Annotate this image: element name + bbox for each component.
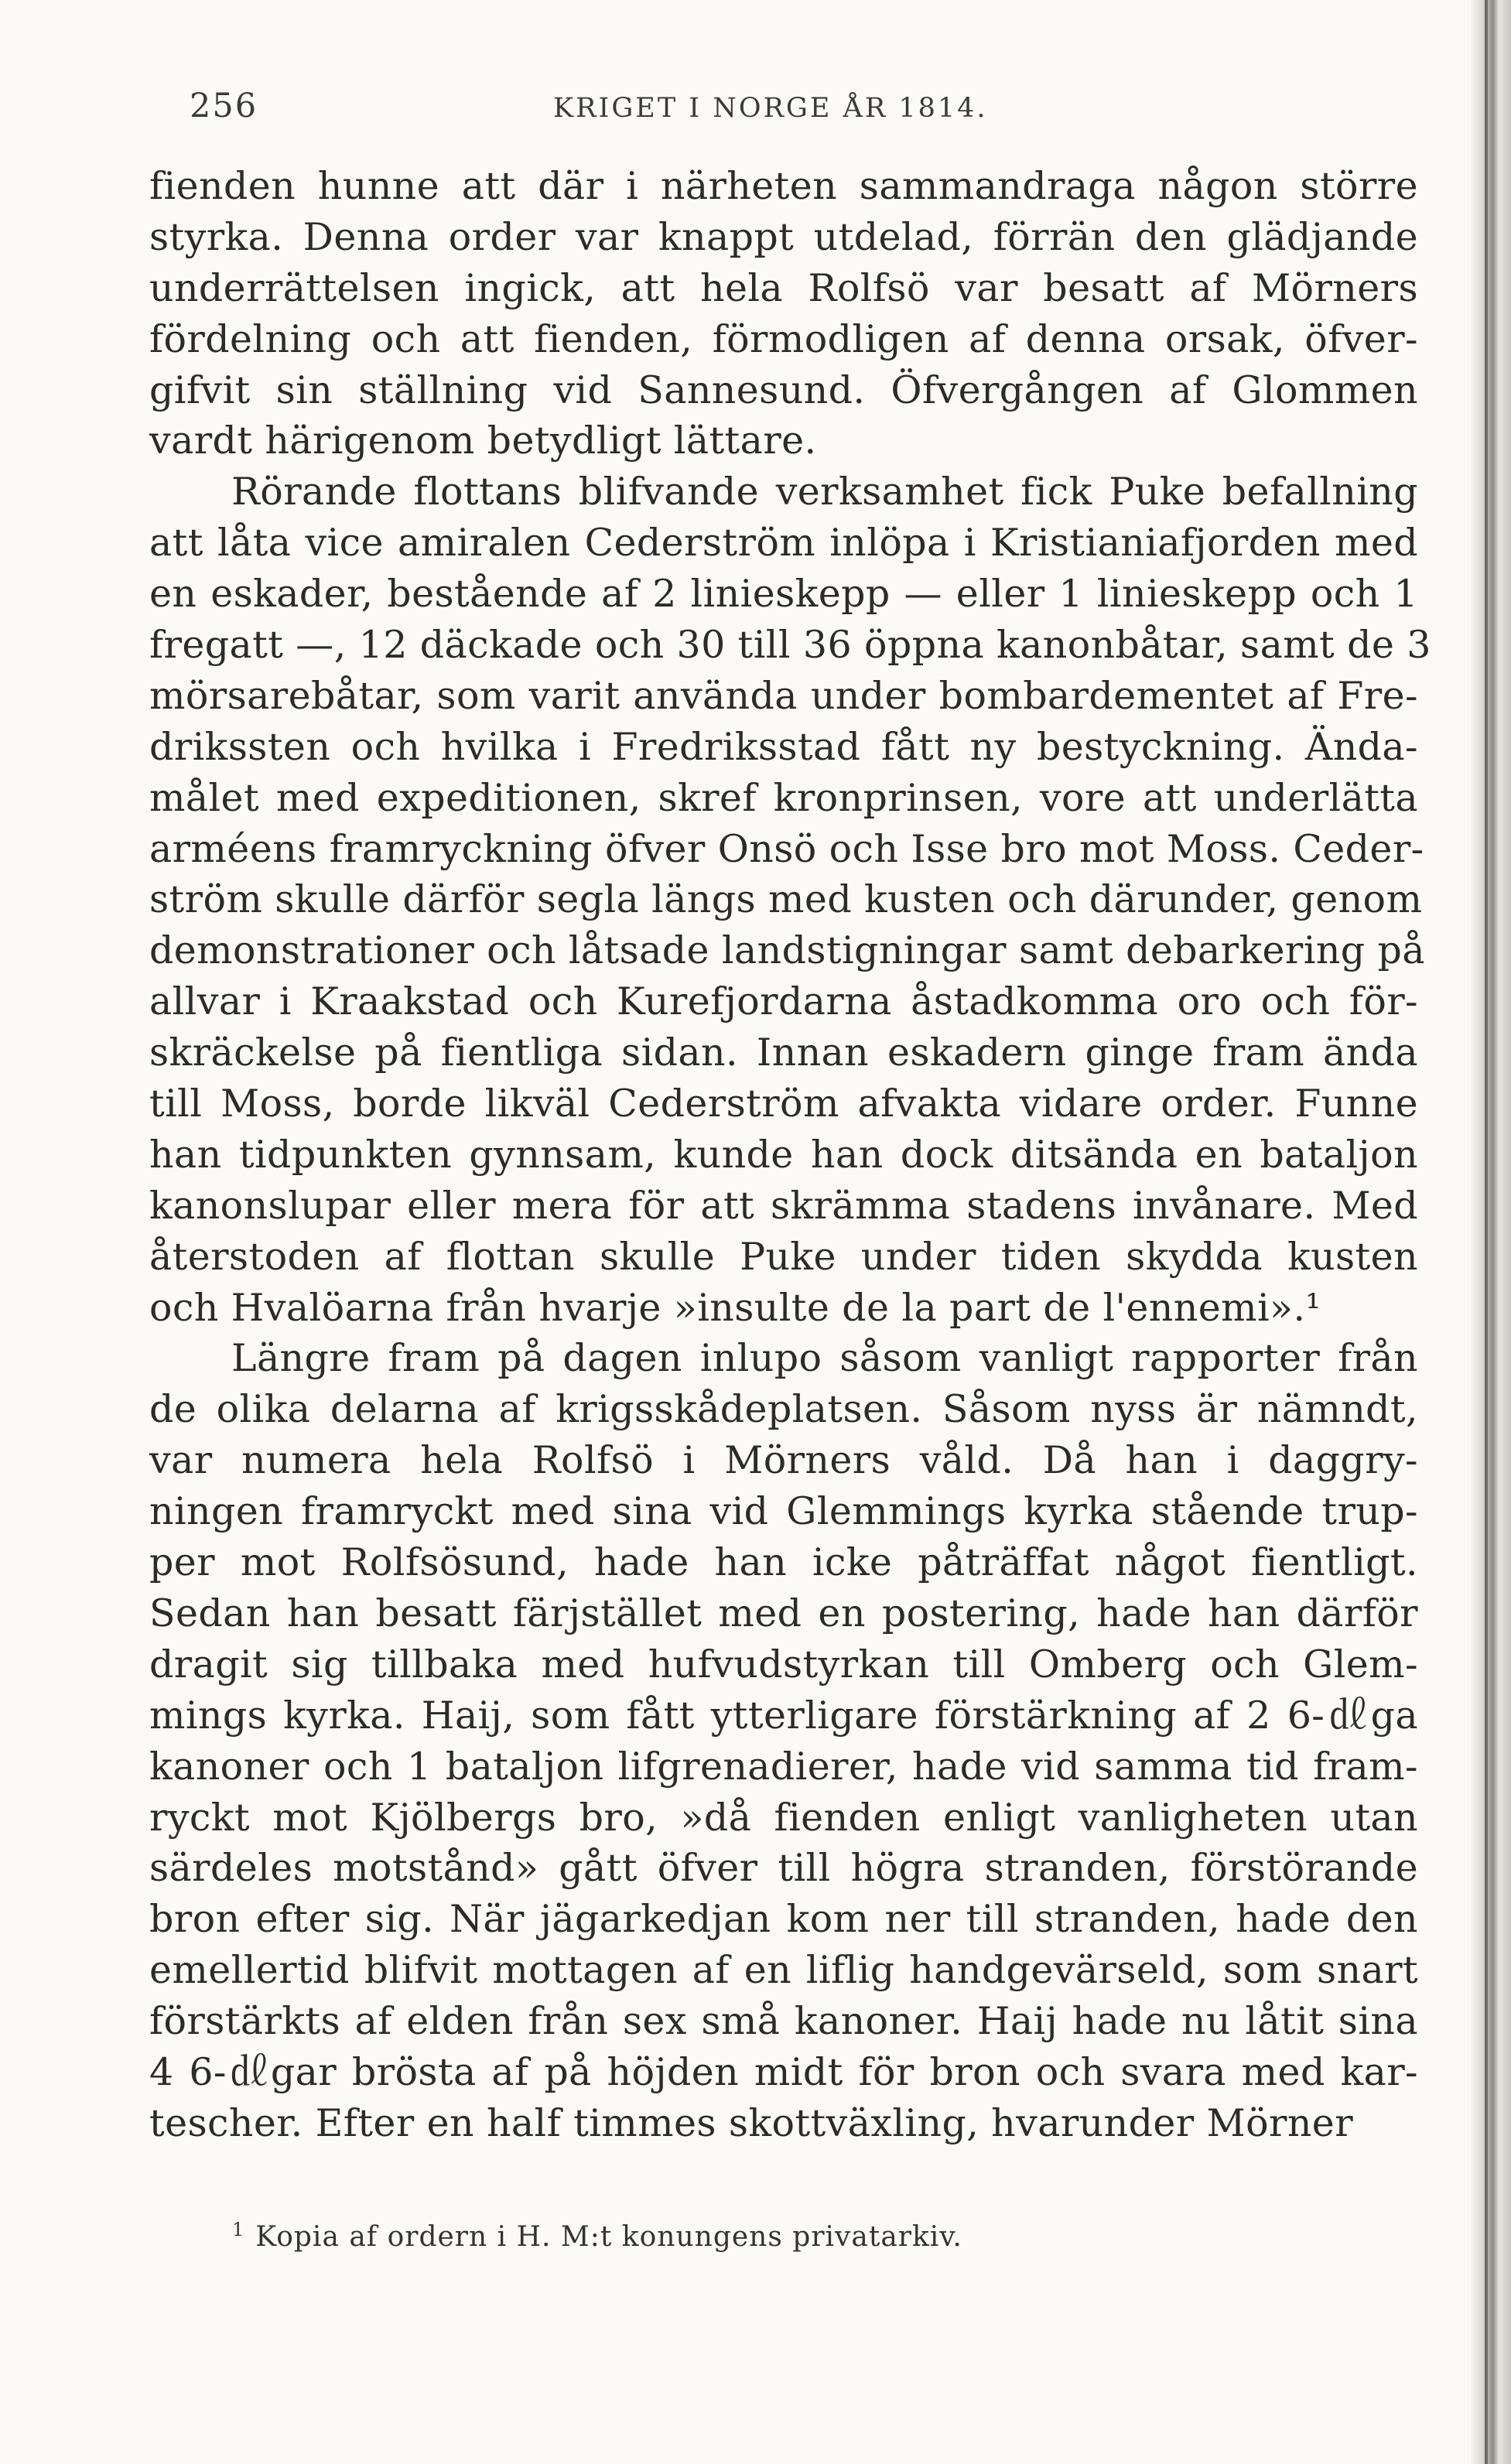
text-line: ryckt mot Kjölbergs bro, »då fienden enligt vanligheten utan <box>149 1795 1418 1840</box>
text-line: de olika delarna af krigsskådeplatsen. Såsom nyss är nämndt, <box>149 1387 1418 1432</box>
text-line: 4 6-㎗gar brösta af på höjden midt för bron och svara med kar- <box>149 2049 1418 2094</box>
text-line: var numera hela Rolfsö i Mörners våld. Då han i daggry- <box>149 1438 1418 1483</box>
text-line: en eskader, bestående af 2 linieskepp — eller 1 linieskepp och 1 <box>149 572 1418 617</box>
text-line: drikssten och hvilka i Fredriksstad fått ny bestyckning. Ända- <box>149 724 1418 769</box>
text-line: tescher. Efter en half timmes skottväxling, hvarunder Mörner <box>149 2100 1354 2145</box>
text-line: förstärkts af elden från sex små kanoner. Haij hade nu låtit sina <box>149 1999 1418 2044</box>
text-line: mörsarebåtar, som varit använda under bombardementet af Fre- <box>149 673 1418 718</box>
text-line: gifvit sin ställning vid Sannesund. Öfvergången af Glommen <box>149 367 1418 412</box>
text-line: dragit sig tillbaka med hufvudstyrkan till Omberg och Glem- <box>149 1642 1418 1687</box>
text-line: bron efter sig. När jägarkedjan kom ner till stranden, hade den <box>149 1897 1418 1942</box>
footnote-text: Kopia af ordern i H. M:t konungens privatarkiv. <box>255 2221 962 2253</box>
text-line: emellertid blifvit mottagen af en liflig handgevärseld, som snart <box>149 1948 1418 1993</box>
footnote <box>232 2219 962 2253</box>
text-line: han tidpunkten gynnsam, kunde han dock ditsända en bataljon <box>149 1132 1418 1177</box>
text-line: ningen framryckt med sina vid Glemmings kyrka stående trup- <box>149 1489 1418 1534</box>
text-line: per mot Rolfsösund, hade han icke påträffat något fientligt. <box>149 1540 1418 1585</box>
text-line: styrka. Denna order var knappt utdelad, förrän den glädjande <box>149 214 1418 259</box>
text-line: och Hvalöarna från hvarje »insulte de la part de l'ennemi».¹ <box>149 1285 1321 1330</box>
text-line: skräckelse på fientliga sidan. Innan eskadern ginge fram ända <box>149 1030 1418 1075</box>
text-line: vardt härigenom betydligt lättare. <box>149 419 817 463</box>
text-line: demonstrationer och låtsade landstigningar samt debarkering på <box>149 928 1425 973</box>
text-line: återstoden af flottan skulle Puke under tiden skydda kusten <box>149 1234 1418 1279</box>
text-line: särdeles motstånd» gått öfver till högra stranden, förstörande <box>149 1846 1418 1891</box>
text-line: underrättelsen ingick, att hela Rolfsö var besatt af Mörners <box>149 265 1418 310</box>
text-line: arméens framryckning öfver Onsö och Isse bro mot Moss. Ceder- <box>149 826 1424 871</box>
text-line: kanonslupar eller mera för att skrämma stadens invånare. Med <box>149 1183 1418 1228</box>
page-edge-line <box>1485 0 1488 2464</box>
text-line: fienden hunne att där i närheten sammandraga någon större <box>149 164 1418 208</box>
text-line: mings kyrka. Haij, som fått ytterligare förstärkning af 2 6-㎗ga <box>149 1693 1418 1738</box>
text-line: allvar i Kraakstad och Kurefjordarna åstadkomma oro och för- <box>149 979 1418 1024</box>
text-line: fregatt —, 12 däckade och 30 till 36 öppna kanonbåtar, samt de 3 <box>149 623 1431 668</box>
text-line: Längre fram på dagen inlupo såsom vanligt rapporter från <box>231 1336 1418 1381</box>
text-line: Sedan han besatt färjstället med en postering, hade han därför <box>149 1591 1418 1635</box>
text-line: till Moss, borde likväl Cederström afvakta vidare order. Funne <box>149 1082 1418 1126</box>
running-head: KRIGET I NORGE ÅR 1814. <box>553 93 988 124</box>
text-line: fördelning och att fienden, förmodligen af denna orsak, öfver- <box>149 316 1418 361</box>
body-text <box>149 161 1431 2149</box>
text-line: att låta vice amiralen Cederström inlöpa i Kristianiafjorden med <box>149 521 1418 566</box>
text-line: målet med expeditionen, skref kronprinsen, vore att underlätta <box>149 775 1418 820</box>
page-header <box>190 87 1044 133</box>
text-line: Rörande flottans blifvande verksamhet fick Puke befallning <box>231 470 1418 514</box>
page-number: 256 <box>190 87 258 125</box>
text-line: ström skulle därför segla längs med kusten och därunder, genom <box>149 877 1423 922</box>
footnote-mark: 1 <box>232 2219 245 2240</box>
text-line: kanoner och 1 bataljon lifgrenadierer, hade vid samma tid fram- <box>149 1744 1418 1789</box>
page-edge-shadow <box>1471 0 1511 2464</box>
